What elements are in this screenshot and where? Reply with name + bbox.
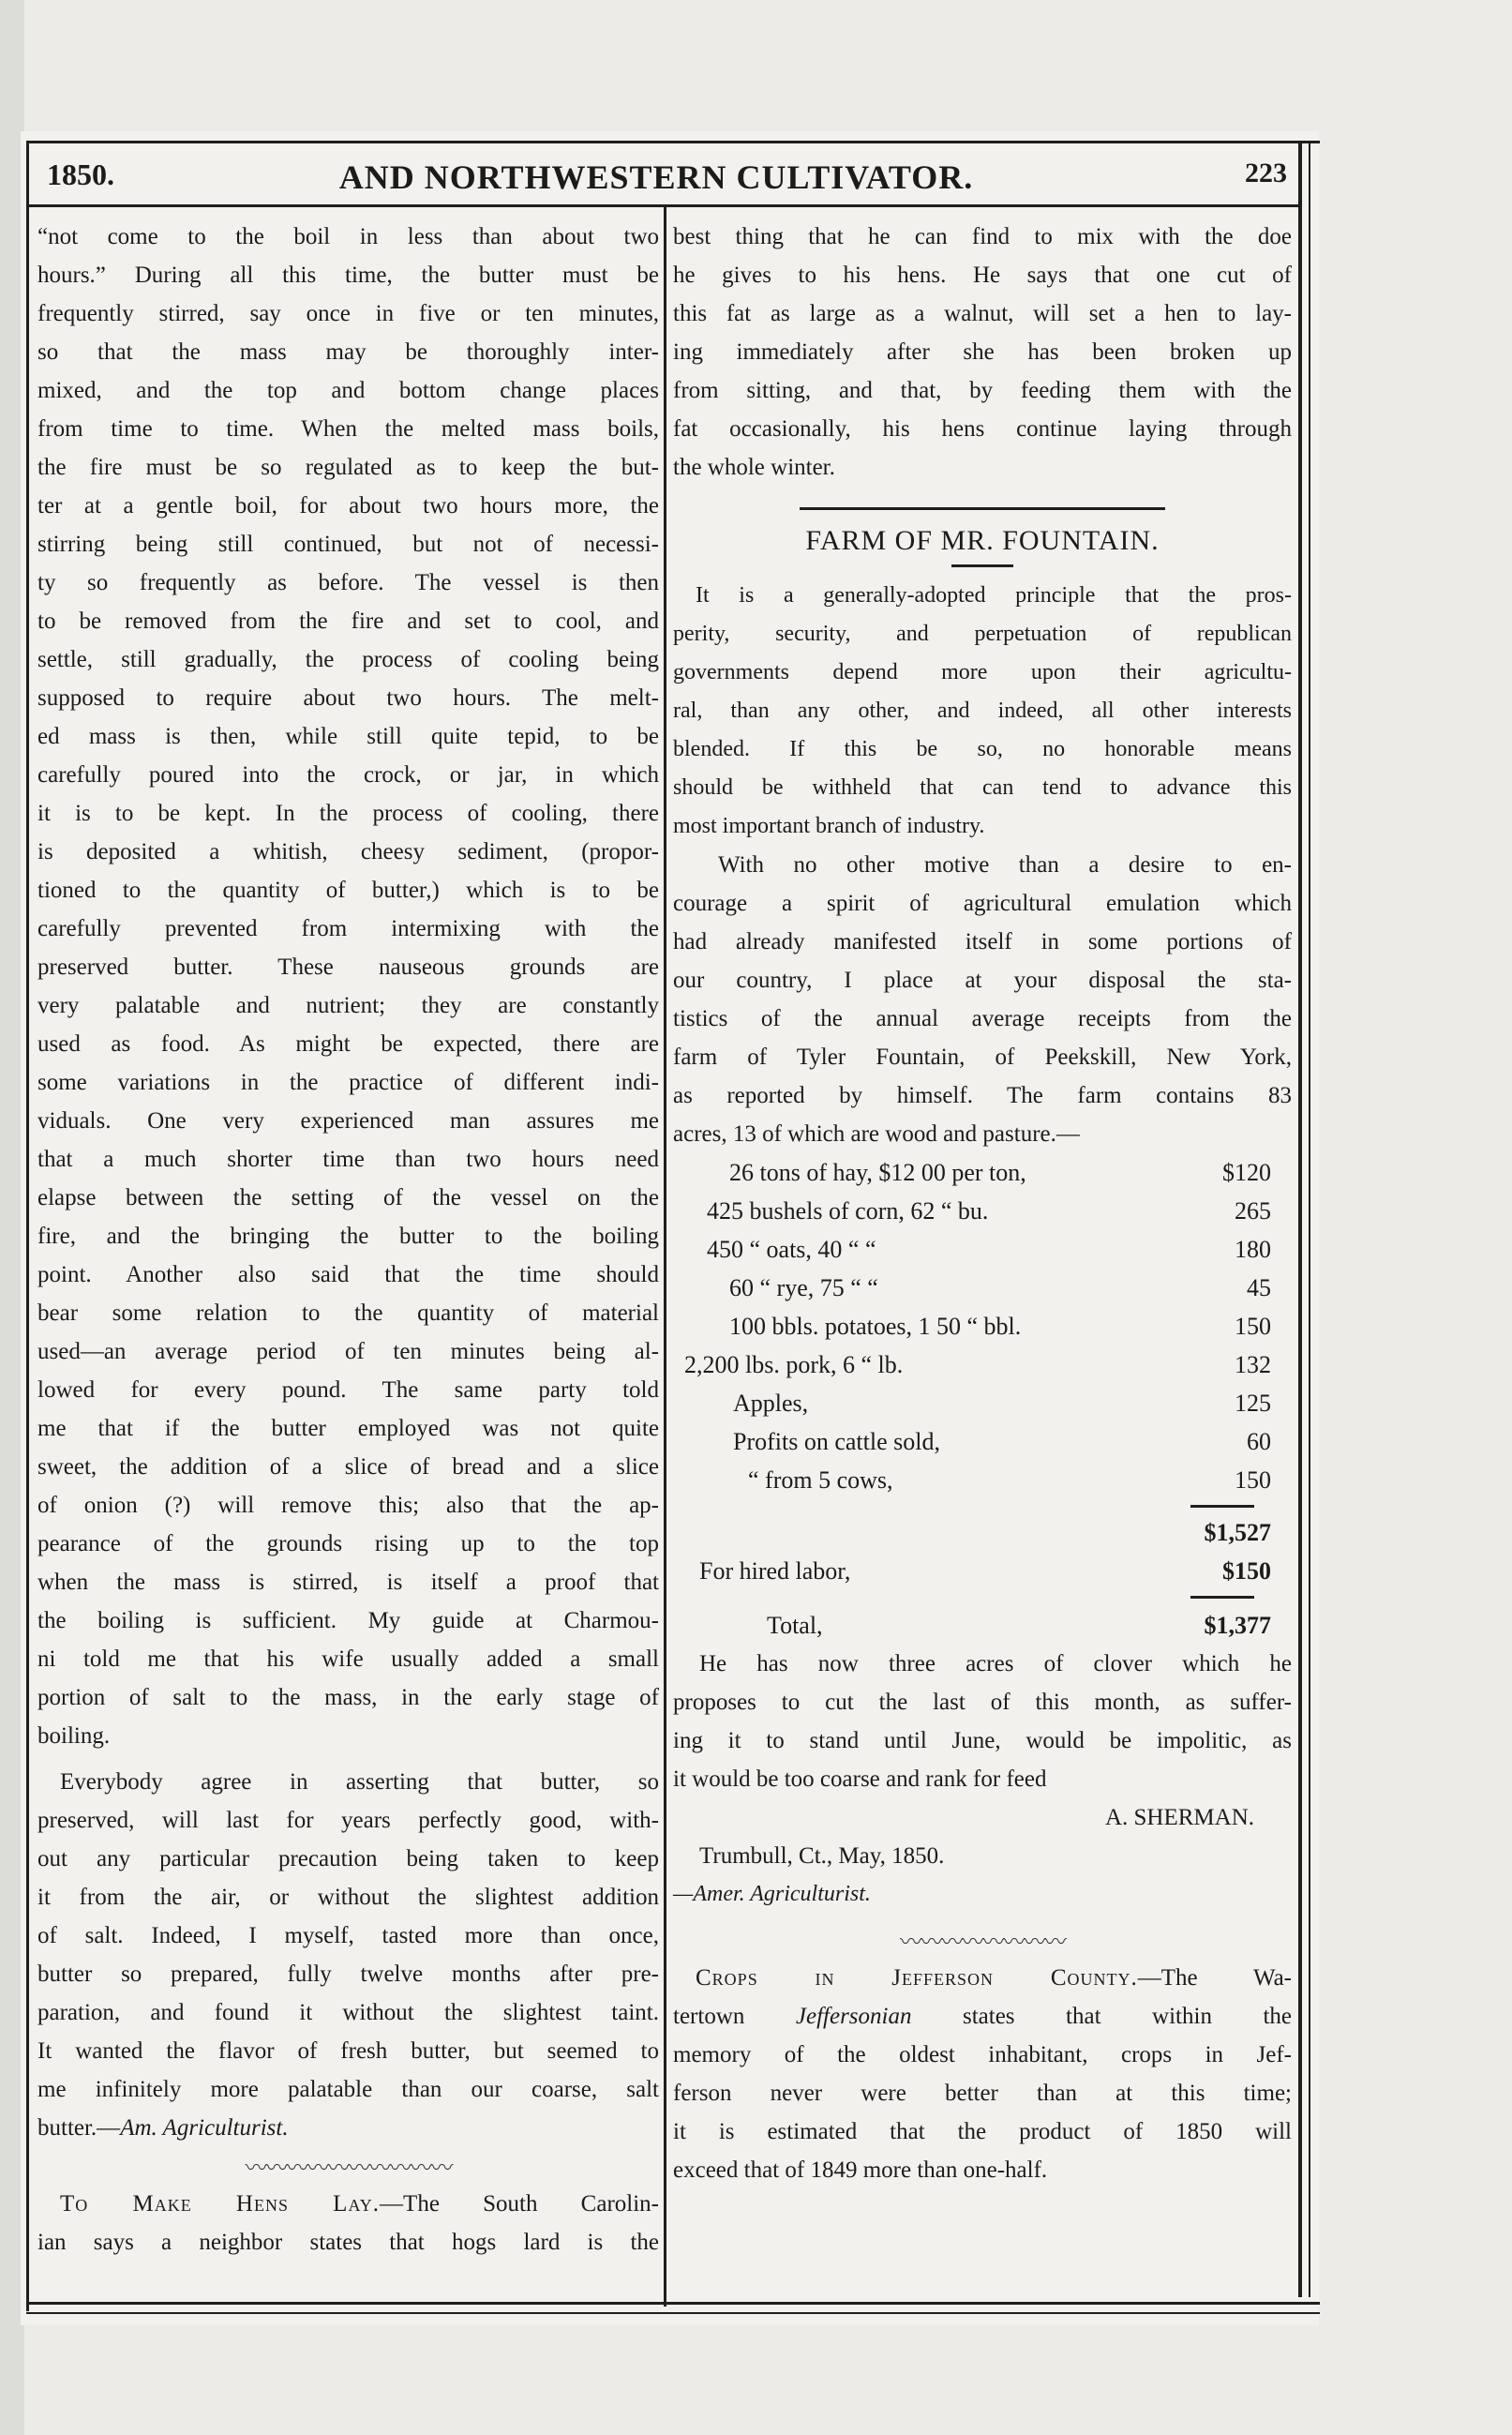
text-fragment: states that within the bbox=[911, 2004, 1292, 2029]
text-line: exceed that of 1849 more than one-half. bbox=[673, 2157, 1048, 2183]
text-line: tistics of the annual average receipts from the bbox=[673, 1006, 1292, 1031]
text-line: it would be too coarse and rank for feed bbox=[673, 1766, 1047, 1792]
receipt-amount: $120 bbox=[1222, 1158, 1271, 1186]
receipt-item: “ from 5 cows, bbox=[748, 1466, 893, 1494]
receipt-item: 2,200 lbs. pork, 6 “ lb. bbox=[684, 1350, 904, 1378]
source-credit: —Amer. Agriculturist. bbox=[673, 1882, 871, 1906]
text-line bbox=[673, 1959, 1292, 1997]
table-row bbox=[673, 1345, 1292, 1384]
receipt-item: 450 “ oats, 40 “ “ bbox=[707, 1235, 876, 1263]
text-line: he gives to his hens. He says that one cut of bbox=[673, 263, 1292, 288]
table-row bbox=[673, 1384, 1292, 1422]
header-page-number: 223 bbox=[1245, 158, 1287, 188]
frame-left-rule bbox=[26, 141, 29, 2311]
frame-bottom-rule bbox=[26, 2302, 1320, 2305]
text-line: out any particular precaution being taken to keep bbox=[37, 1846, 659, 1871]
text-line: should be withheld that can tend to advance this bbox=[673, 775, 1292, 800]
text-line: fire, and the bringing the butter to the boiling bbox=[37, 1224, 659, 1249]
wavy-divider: 〰〰〰〰〰〰〰〰〰〰 bbox=[245, 2157, 452, 2181]
text-line: supposed to require about two hours. The melt- bbox=[37, 685, 659, 711]
source-credit: Am. Agriculturist. bbox=[120, 2115, 289, 2141]
text-line: as reported by himself. The farm contains 83 bbox=[673, 1083, 1292, 1108]
text-line: to be removed from the fire and set to cool, and bbox=[37, 609, 659, 634]
table-row bbox=[673, 1307, 1292, 1345]
subtotal-amount: $1,527 bbox=[1204, 1518, 1271, 1546]
text-line: governments depend more upon their agricultu- bbox=[673, 660, 1292, 684]
text-line-with-source bbox=[37, 2109, 659, 2147]
subtotal-rule bbox=[1190, 1505, 1254, 1508]
text-line: frequently stirred, say once in five or ten minutes, bbox=[37, 301, 659, 326]
text-line: it is estimated that the product of 1850 will bbox=[673, 2119, 1292, 2144]
text-line: perity, security, and perpetuation of republican bbox=[673, 622, 1292, 646]
receipt-amount: 180 bbox=[1235, 1235, 1271, 1263]
text-line bbox=[37, 2185, 659, 2223]
crops-heading: Crops in Jefferson County. bbox=[696, 1965, 1138, 1991]
section-divider bbox=[800, 507, 1165, 510]
farm-heading: FARM OF MR. FOUNTAIN. bbox=[805, 525, 1160, 556]
farm-receipts-table bbox=[673, 1153, 1292, 1499]
text-line: fat occasionally, his hens continue laying through bbox=[673, 416, 1292, 442]
hens-heading: To Make Hens Lay. bbox=[60, 2191, 381, 2217]
text-line: from sitting, and that, by feeding them with the bbox=[673, 378, 1292, 403]
text-line: ter at a gentle boil, for about two hours more, the bbox=[37, 493, 659, 519]
text-line: the boiling is sufficient. My guide at Charmou- bbox=[37, 1608, 659, 1633]
paragraph-gap bbox=[37, 1755, 659, 1763]
text-line: of onion (?) will remove this; also that the ap- bbox=[37, 1493, 659, 1518]
text-fragment: —The Wa- bbox=[1137, 1965, 1292, 1991]
text-line: that a much shorter time than two hours need bbox=[37, 1147, 659, 1172]
text-line: ian says a neighbor states that hogs lard is the bbox=[37, 2230, 659, 2255]
place-and-date: Trumbull, Ct., May, 1850. bbox=[699, 1843, 945, 1869]
hens-article bbox=[37, 2185, 659, 2262]
text-line: ni told me that his wife usually added a small bbox=[37, 1646, 659, 1672]
text-line: farm of Tyler Fountain, of Peekskill, New York, bbox=[673, 1045, 1292, 1070]
header-year: 1850. bbox=[47, 158, 114, 191]
text-line: carefully poured into the crock, or jar, in which bbox=[37, 762, 659, 788]
left-column bbox=[37, 218, 659, 2262]
heading-underline bbox=[951, 564, 1013, 567]
text-line: preserved butter. These nauseous grounds are bbox=[37, 954, 659, 980]
text-fragment: —The South Carolin- bbox=[380, 2191, 659, 2217]
text-fragment: tertown bbox=[673, 2004, 796, 2029]
total-label: Total, bbox=[767, 1611, 823, 1639]
subtotal-label-empty bbox=[673, 1513, 1168, 1552]
text-line: ing immediately after she has been broken up bbox=[673, 339, 1292, 365]
text-line: the fire must be so regulated as to keep the but- bbox=[37, 455, 659, 480]
total-rule bbox=[1190, 1596, 1254, 1599]
frame-top-rule bbox=[26, 141, 1320, 143]
text-line: It is a generally-adopted principle that the pros- bbox=[696, 583, 1292, 608]
wavy-divider: 〰〰〰〰〰〰〰〰 bbox=[900, 1931, 1065, 1955]
text-line: blended. If this be so, no honorable means bbox=[673, 737, 1292, 761]
right-column bbox=[673, 218, 1292, 2189]
text-line: best thing that he can find to mix with the doe bbox=[673, 224, 1292, 249]
hired-labor-label: For hired labor, bbox=[699, 1556, 851, 1585]
table-row bbox=[673, 1269, 1292, 1307]
crops-article bbox=[673, 1959, 1292, 2189]
text-line: very palatable and nutrient; they are constantly bbox=[37, 993, 659, 1018]
text-line: butter so prepared, fully twelve months after pre- bbox=[37, 1962, 659, 1987]
receipt-item: 100 bbls. potatoes, 1 50 “ bbl. bbox=[729, 1312, 1022, 1340]
text-line: ed mass is then, while still quite tepid, to be bbox=[37, 724, 659, 749]
text-line: He has now three acres of clover which he bbox=[699, 1651, 1292, 1676]
table-row bbox=[673, 1230, 1292, 1269]
header-title: AND NORTHWESTERN CULTIVATOR. bbox=[338, 158, 974, 196]
text-line: ty so frequently as before. The vessel is then bbox=[37, 570, 659, 595]
receipt-amount: 150 bbox=[1235, 1466, 1271, 1494]
text-line: portion of salt to the mass, in the early stage of bbox=[37, 1685, 659, 1710]
farm-grand-total bbox=[673, 1606, 1292, 1645]
text-line: ing it to stand until June, would be impolitic, as bbox=[673, 1728, 1292, 1753]
text-line: hours.” During all this time, the butter must be bbox=[37, 263, 659, 288]
text-line: tioned to the quantity of butter,) which is to be bbox=[37, 878, 659, 903]
total-row bbox=[673, 1606, 1292, 1645]
text-line: some variations in the practice of different indi- bbox=[37, 1070, 659, 1095]
receipt-amount: 125 bbox=[1235, 1389, 1271, 1417]
text-line: boiling. bbox=[37, 1723, 111, 1749]
receipt-item: 60 “ rye, 75 “ “ bbox=[729, 1273, 878, 1301]
text-line: memory of the oldest inhabitant, crops in Jef- bbox=[673, 2042, 1292, 2067]
text-line: had already manifested itself in some portions of bbox=[673, 929, 1292, 954]
text-line: carefully prevented from intermixing with the bbox=[37, 916, 659, 941]
receipt-amount: 150 bbox=[1235, 1312, 1271, 1340]
receipt-amount: 60 bbox=[1247, 1427, 1271, 1455]
text-line: courage a spirit of agricultural emulation which bbox=[673, 891, 1292, 916]
signature: A. SHERMAN. bbox=[1104, 1805, 1254, 1830]
text-line: preserved, will last for years perfectly good, with- bbox=[37, 1808, 659, 1833]
text-line: of salt. Indeed, I myself, tasted more than once, bbox=[37, 1923, 659, 1948]
text-line: most important branch of industry. bbox=[673, 814, 985, 838]
text-line: acres, 13 of which are wood and pasture.— bbox=[673, 1121, 1080, 1147]
receipt-amount: 132 bbox=[1235, 1350, 1271, 1378]
frame-bottom-outer-rule bbox=[26, 2312, 1320, 2314]
farm-paragraph-2 bbox=[673, 846, 1292, 1153]
text-line: this fat as large as a walnut, will set a hen to lay- bbox=[673, 301, 1292, 326]
receipt-amount: 265 bbox=[1235, 1196, 1271, 1225]
text-line: viduals. One very experienced man assures me bbox=[37, 1108, 659, 1134]
text-line: our country, I place at your disposal the sta- bbox=[673, 968, 1292, 993]
total-amount: $1,377 bbox=[1204, 1611, 1271, 1639]
text-line: ral, than any other, and indeed, all other interests bbox=[673, 699, 1292, 723]
text-line: bear some relation to the quantity of material bbox=[37, 1300, 659, 1326]
receipt-item: 26 tons of hay, $12 00 per ton, bbox=[729, 1158, 1026, 1186]
text-fragment: butter.— bbox=[37, 2115, 121, 2141]
text-line: it is to be kept. In the process of cooling, there bbox=[37, 801, 659, 826]
text-line: proposes to cut the last of this month, as suffer- bbox=[673, 1690, 1292, 1715]
text-line: Everybody agree in asserting that butter, so bbox=[60, 1769, 659, 1795]
text-line: me infinitely more palatable than our coarse, salt bbox=[37, 2077, 659, 2102]
clover-paragraph bbox=[673, 1645, 1292, 1798]
text-line: the whole winter. bbox=[673, 455, 835, 480]
text-line: sweet, the addition of a slice of bread and a slice bbox=[37, 1454, 659, 1480]
text-line: “not come to the boil in less than about two bbox=[37, 224, 659, 249]
table-row bbox=[673, 1153, 1292, 1192]
text-line: ferson never were better than at this time; bbox=[673, 2081, 1292, 2106]
text-line: used as food. As might be expected, there are bbox=[37, 1031, 659, 1057]
butter-article-paragraph-2 bbox=[37, 1763, 659, 2147]
receipt-item: Apples, bbox=[733, 1389, 809, 1417]
farm-totals-table bbox=[673, 1513, 1292, 1590]
text-line: from time to time. When the melted mass boils, bbox=[37, 416, 659, 442]
text-line: lowed for every pound. The same party told bbox=[37, 1377, 659, 1403]
text-line: stirring being still continued, but not of necessi- bbox=[37, 532, 659, 557]
hens-article-continued bbox=[673, 218, 1292, 487]
receipt-item: Profits on cattle sold, bbox=[733, 1427, 940, 1455]
text-line bbox=[673, 1997, 1292, 2036]
newspaper-name: Jeffersonian bbox=[795, 2004, 912, 2029]
frame-right-rule bbox=[1298, 141, 1302, 2297]
hired-labor-row bbox=[673, 1552, 1292, 1590]
column-divider bbox=[664, 206, 666, 2307]
text-line: point. Another also said that the time should bbox=[37, 1262, 659, 1287]
text-line: paration, and found it without the slightest taint. bbox=[37, 2000, 659, 2025]
text-line: It wanted the flavor of fresh butter, but seemed to bbox=[37, 2038, 659, 2064]
text-line: pearance of the grounds rising up to the top bbox=[37, 1531, 659, 1556]
text-line: used—an average period of ten minutes being al- bbox=[37, 1339, 659, 1364]
subtotal-row bbox=[673, 1513, 1292, 1552]
text-line: me that if the butter employed was not quite bbox=[37, 1416, 659, 1441]
farm-paragraph-1 bbox=[673, 577, 1292, 846]
table-row bbox=[673, 1461, 1292, 1499]
hired-labor-amount: $150 bbox=[1222, 1556, 1271, 1585]
butter-article-paragraph-1 bbox=[37, 218, 659, 1755]
text-line: is deposited a whitish, cheesy sediment, (propor- bbox=[37, 839, 659, 864]
table-row bbox=[673, 1422, 1292, 1461]
text-line: it from the air, or without the slightest addition bbox=[37, 1885, 659, 1910]
text-line: With no other motive than a desire to en- bbox=[718, 852, 1292, 878]
text-line: when the mass is stirred, is itself a proof that bbox=[37, 1570, 659, 1595]
text-line: settle, still gradually, the process of cooling being bbox=[37, 647, 659, 672]
frame-right-outer-rule bbox=[1309, 141, 1310, 2297]
text-line: mixed, and the top and bottom change places bbox=[37, 378, 659, 403]
text-line: elapse between the setting of the vessel on the bbox=[37, 1185, 659, 1210]
table-row bbox=[673, 1192, 1292, 1230]
receipt-item: 425 bushels of corn, 62 “ bu. bbox=[707, 1196, 989, 1225]
text-line: so that the mass may be thoroughly inter- bbox=[37, 339, 659, 365]
receipt-amount: 45 bbox=[1247, 1273, 1271, 1301]
